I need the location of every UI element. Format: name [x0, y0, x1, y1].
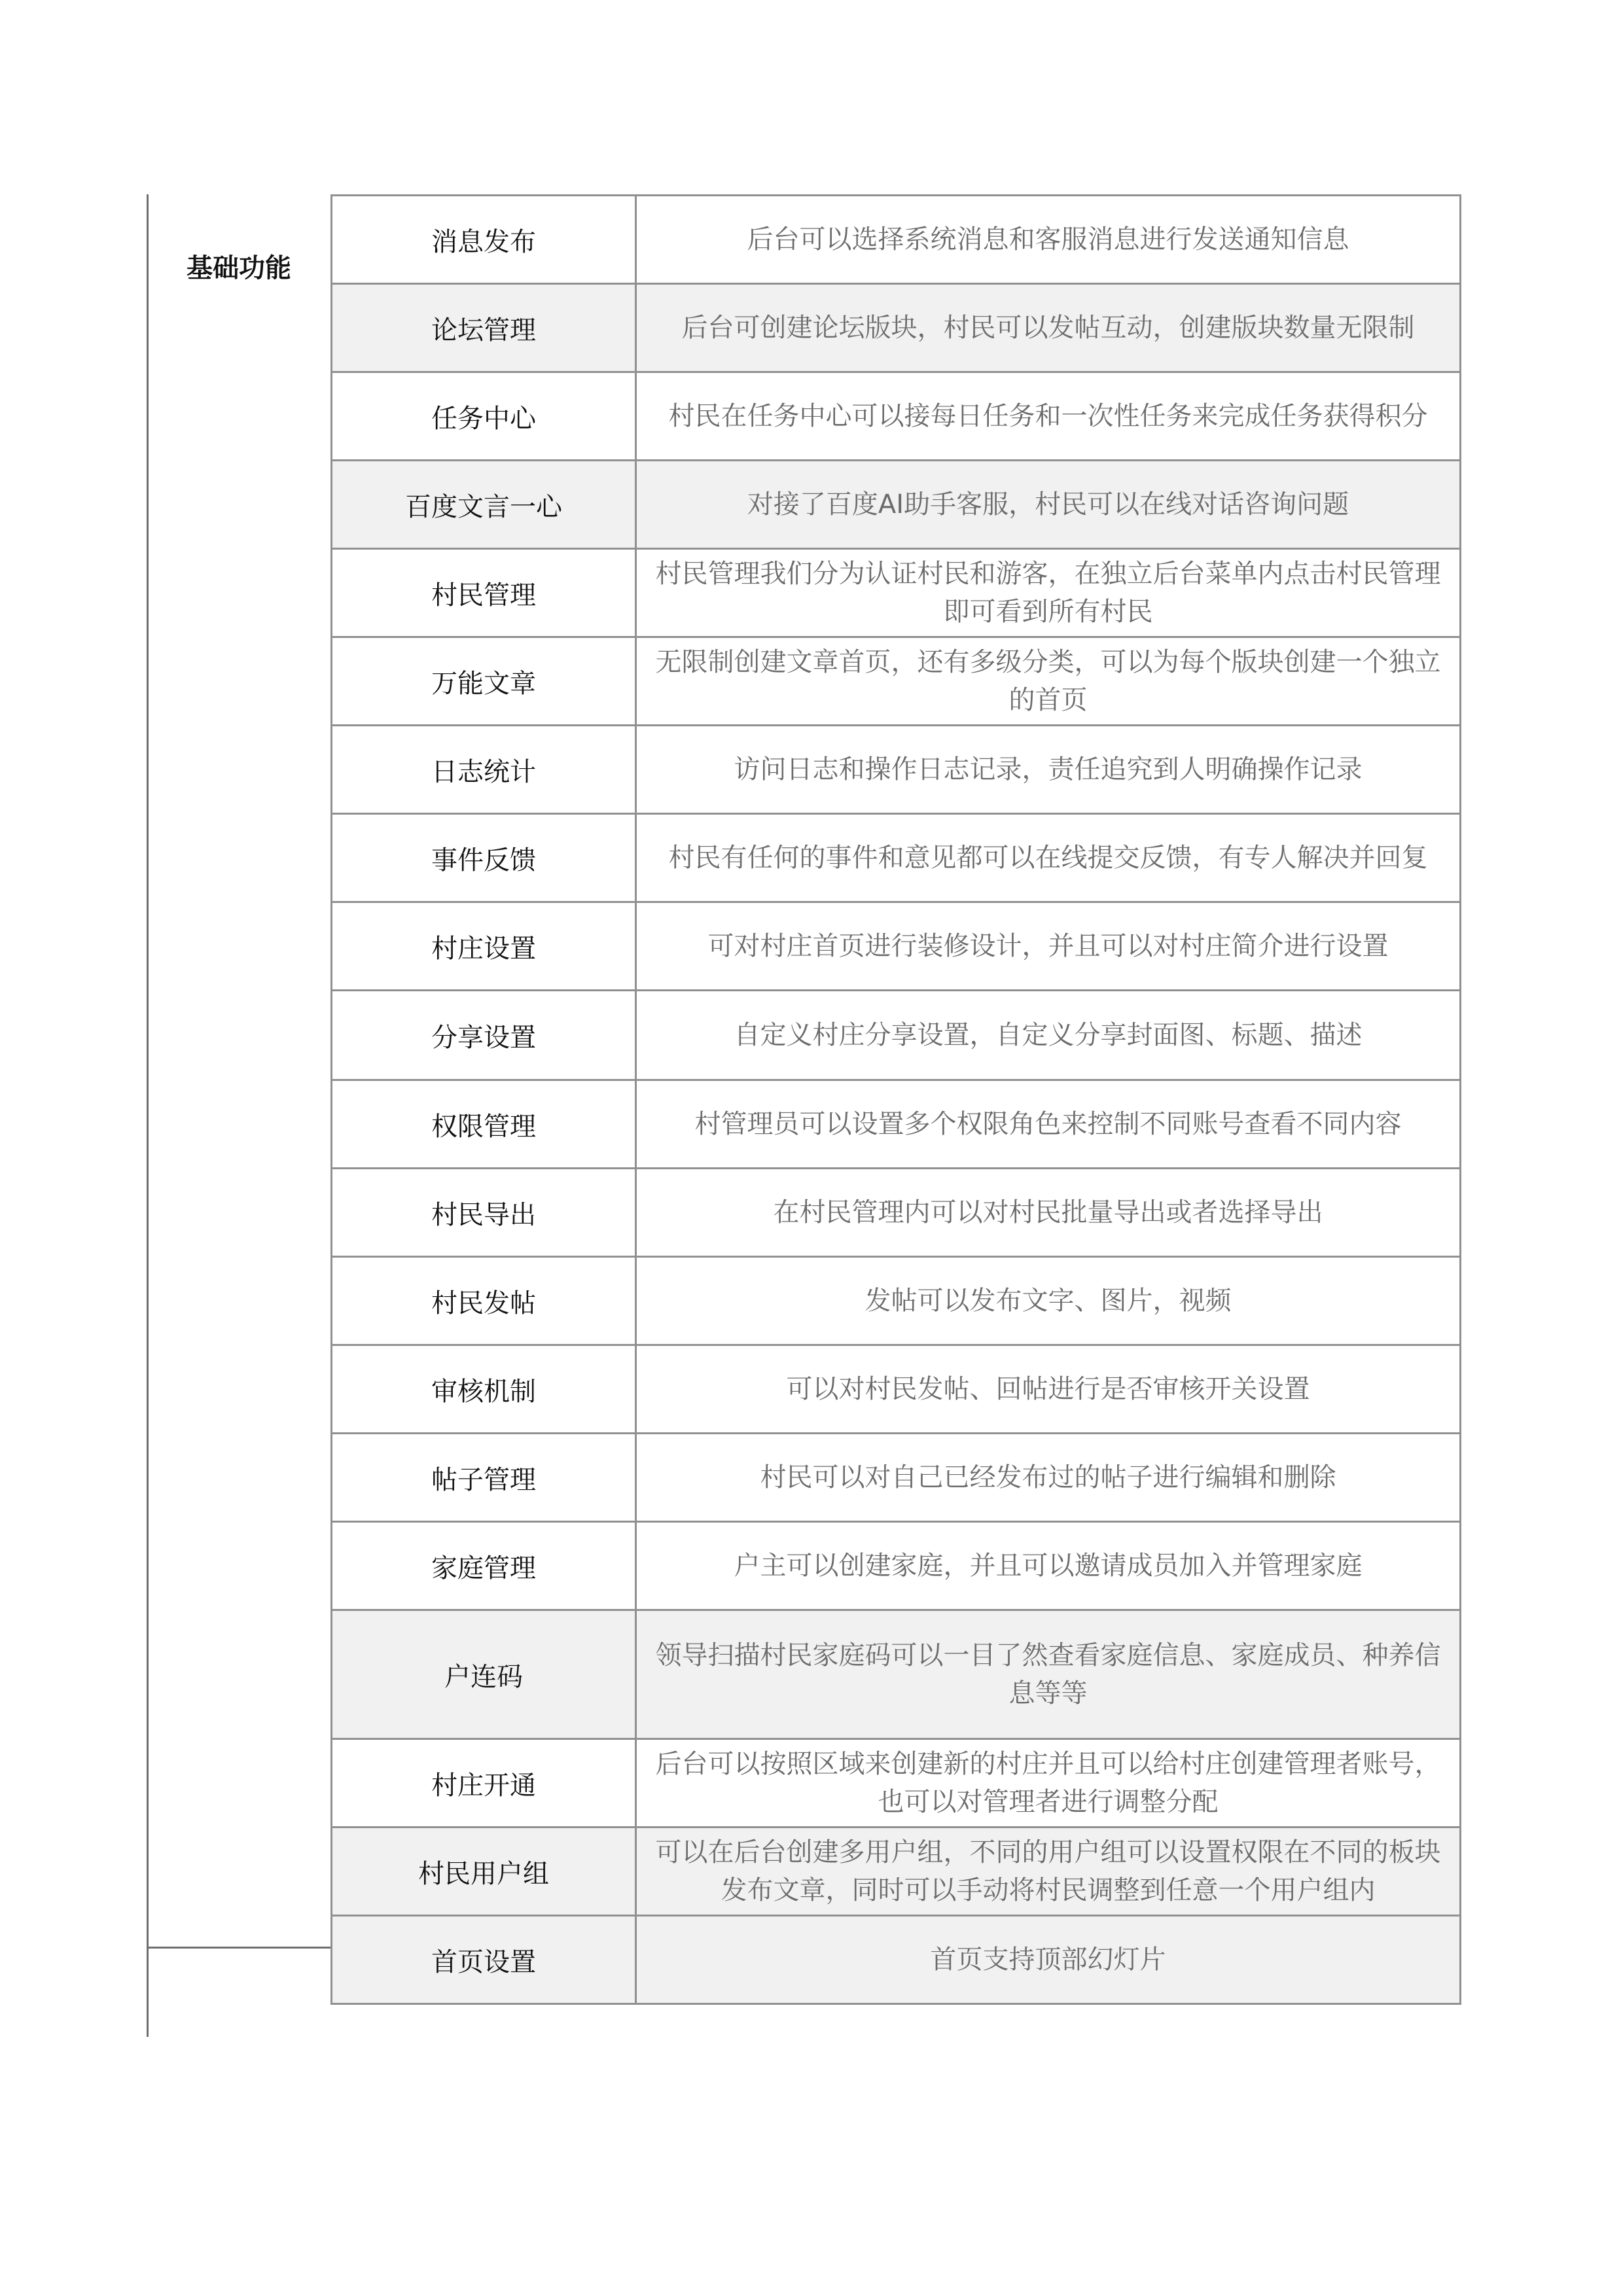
- feature-name-cell: 权限管理: [332, 1081, 637, 1167]
- table-row: [330, 283, 1461, 373]
- feature-name-cell: 村庄设置: [332, 903, 637, 989]
- feature-description-cell: 在村民管理内可以对村民批量导出或者选择导出: [773, 1197, 1323, 1227]
- feature-name-cell: 日志统计: [332, 726, 637, 813]
- feature-name-cell: 村民导出: [332, 1169, 637, 1256]
- feature-name-cell: 消息发布: [332, 196, 637, 283]
- table-row: [330, 1344, 1461, 1434]
- table-row: [330, 548, 1461, 638]
- feature-name-cell: 村庄开通: [332, 1740, 637, 1826]
- feature-description-cell: 首页支持顶部幻灯片: [930, 1945, 1166, 1975]
- feature-name-cell: 审核机制: [332, 1346, 637, 1432]
- feature-name-cell: 村民用户组: [332, 1828, 637, 1915]
- feature-name-cell: 村民管理: [332, 550, 637, 636]
- feature-description-cell: 村民在任务中心可以接每日任务和一次性任务来完成任务获得积分: [668, 401, 1428, 431]
- feature-description-cell: 领导扫描村民家庭码可以一目了然查看家庭信息、家庭成员、种养信息等等: [655, 1640, 1441, 1708]
- feature-description-cell: 村民有任何的事件和意见都可以在线提交反馈，有专人解决并回复: [668, 843, 1428, 873]
- feature-name-cell: 百度文言一心: [332, 461, 637, 548]
- table-row: [330, 1432, 1461, 1523]
- table-row: [330, 1609, 1461, 1740]
- table-row: [330, 1167, 1461, 1258]
- table-row: [330, 1738, 1461, 1828]
- left-vertical-rule: [147, 194, 149, 2037]
- feature-description-cell: 对接了百度AI助手客服，村民可以在线对话咨询问题: [747, 489, 1349, 520]
- feature-description-cell: 访问日志和操作日志记录，责任追究到人明确操作记录: [734, 754, 1363, 785]
- feature-description-cell: 村管理员可以设置多个权限角色来控制不同账号查看不同内容: [694, 1109, 1402, 1139]
- table-row: [330, 371, 1461, 461]
- feature-description-cell: 无限制创建文章首页，还有多级分类，可以为每个版块创建一个独立的首页: [655, 647, 1441, 715]
- table-row: [330, 813, 1461, 903]
- feature-description-cell: 后台可以选择系统消息和客服消息进行发送通知信息: [747, 224, 1349, 255]
- group-label-basic: 基础功能: [187, 253, 291, 283]
- feature-name-cell: 家庭管理: [332, 1523, 637, 1609]
- table-row: [330, 901, 1461, 991]
- feature-description-cell: 后台可以按照区域来创建新的村庄并且可以给村庄创建管理者账号，也可以对管理者进行调整分配: [655, 1749, 1441, 1817]
- feature-description-cell: 自定义村庄分享设置，自定义分享封面图、标题、描述: [734, 1020, 1363, 1050]
- table-row: [330, 989, 1461, 1081]
- table-row: [330, 1521, 1461, 1611]
- feature-name-cell: 帖子管理: [332, 1434, 637, 1521]
- feature-description-cell: 发帖可以发布文字、图片，视频: [865, 1286, 1232, 1316]
- table-row: [330, 636, 1461, 726]
- feature-description-cell: 可对村庄首页进行装修设计，并且可以对村庄简介进行设置: [707, 931, 1389, 961]
- feature-name-cell: 万能文章: [332, 638, 637, 724]
- table-row: [330, 1079, 1461, 1169]
- table-row: [330, 724, 1461, 815]
- feature-name-cell: 任务中心: [332, 373, 637, 459]
- feature-description-cell: 村民管理我们分为认证村民和游客，在独立后台菜单内点击村民管理即可看到所有村民: [655, 559, 1441, 627]
- feature-description-cell: 户主可以创建家庭，并且可以邀请成员加入并管理家庭: [734, 1551, 1363, 1581]
- feature-description-cell: 可以在后台创建多用户组，不同的用户组可以设置权限在不同的板块发布文章，同时可以手动将村民调整到任意一个用户组内: [655, 1837, 1441, 1905]
- table-row: [330, 1256, 1461, 1346]
- feature-name-cell: 分享设置: [332, 991, 637, 1079]
- feature-name-cell: 论坛管理: [332, 285, 637, 371]
- feature-name-cell: 事件反馈: [332, 815, 637, 901]
- table-row: [330, 194, 1461, 285]
- group-divider: [147, 1947, 330, 1949]
- table-row: [330, 1915, 1461, 2005]
- table-row: [330, 459, 1461, 550]
- feature-description-cell: 可以对村民发帖、回帖进行是否审核开关设置: [786, 1374, 1310, 1404]
- feature-name-cell: 村民发帖: [332, 1258, 637, 1344]
- feature-name-cell: 户连码: [332, 1611, 637, 1738]
- feature-description-cell: 后台可创建论坛版块，村民可以发帖互动，创建版块数量无限制: [681, 313, 1415, 343]
- feature-name-cell: 首页设置: [332, 1916, 637, 2003]
- feature-description-cell: 村民可以对自己已经发布过的帖子进行编辑和删除: [760, 1462, 1336, 1492]
- table-row: [330, 1826, 1461, 1916]
